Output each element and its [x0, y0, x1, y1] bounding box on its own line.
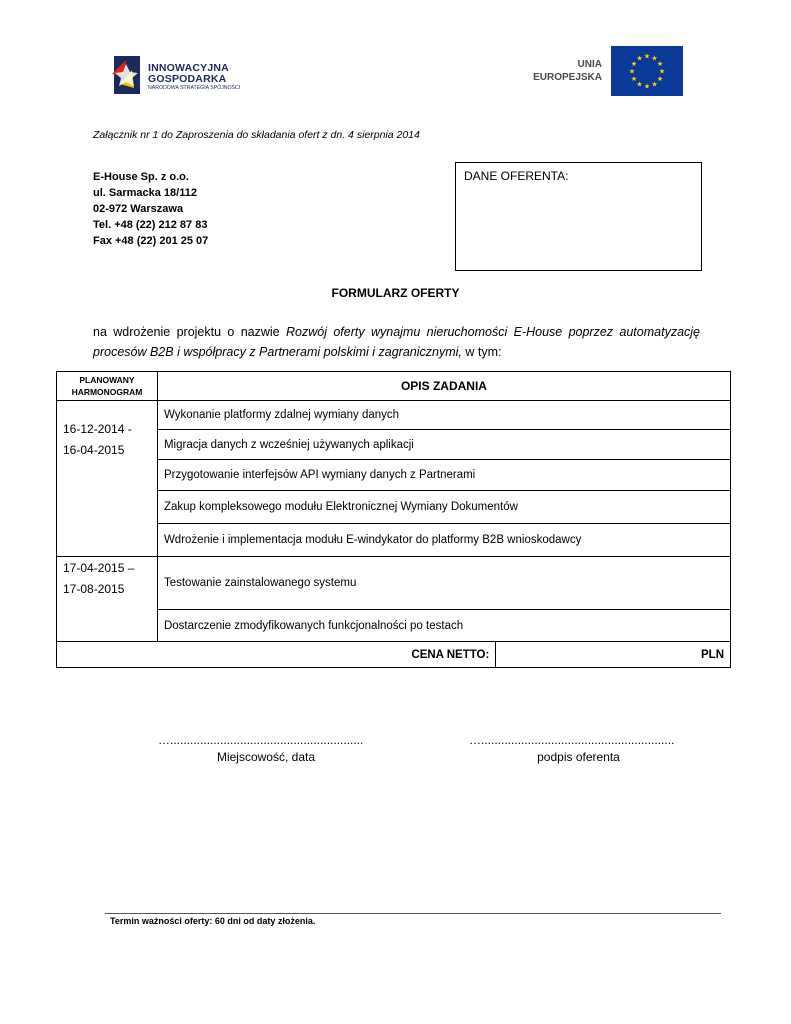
place-date-label: Miejscowość, data	[216, 750, 316, 764]
eu-text-line-1: UNIA	[577, 59, 602, 70]
table-header-row	[57, 372, 731, 401]
bidder-data-label: DANE OFERENTA:	[464, 169, 569, 183]
eu-star-icon: ★	[628, 68, 636, 76]
table-row	[57, 401, 731, 430]
task-cell: Migracja danych z wcześniej używanych aplikacji	[157, 430, 730, 460]
table-row	[57, 557, 731, 610]
task-cell: Wdrożenie i implementacja modułu E-windykator do platformy B2B wnioskodawcy	[157, 524, 730, 557]
company-phone: Tel. +48 (22) 212 87 83	[93, 219, 208, 231]
eu-star-icon: ★	[651, 81, 658, 89]
task-cell: Wykonanie platformy zdalnej wymiany danych	[157, 401, 730, 430]
signature-label: podpis oferenta	[537, 750, 620, 764]
table-row	[57, 524, 731, 557]
intro-prefix: na wdrożenie projektu o nazwie	[93, 325, 286, 339]
intro-suffix: w tym:	[461, 345, 502, 359]
project-name: Rozwój oferty wynajmu nieruchomości E-House poprzez automatyzację procesów B2B i współpracy z Partnerami polskimi i zagranicznymi,	[93, 325, 700, 359]
eu-star-icon: ★	[658, 68, 666, 76]
logo-line-1: INNOWACYJNA	[148, 62, 229, 74]
footer-divider	[105, 913, 721, 914]
logo-line-3: NARODOWA STRATEGIA SPÓJNOŚCI	[148, 85, 241, 91]
currency-label: PLN	[701, 648, 724, 661]
company-city: 02-972 Warszawa	[93, 203, 184, 215]
eu-star-icon: ★	[643, 83, 651, 91]
task-cell: Przygotowanie interfejsów API wymiany danych z Partnerami	[157, 460, 730, 491]
schedule-header-line-1: PLANOWANY	[79, 375, 135, 385]
period-2-start: 17-04-2015 –	[63, 561, 135, 575]
schedule-period-2	[57, 557, 158, 642]
eu-star-icon: ★	[656, 76, 664, 83]
eu-star-icon: ★	[636, 81, 643, 89]
table-row	[57, 430, 731, 460]
table-row	[57, 491, 731, 524]
schedule-header-line-2: HARMONOGRAM	[71, 387, 143, 397]
bidder-data-box[interactable]	[455, 162, 702, 271]
eu-star-icon: ★	[651, 55, 658, 63]
table-row	[57, 610, 731, 642]
eu-star-icon: ★	[643, 53, 651, 61]
eu-star-icon: ★	[630, 61, 638, 68]
company-fax: Fax +48 (22) 201 25 07	[93, 235, 209, 247]
offer-validity-note: Termin ważności oferty: 60 dni od daty złożenia.	[110, 916, 316, 926]
eu-star-icon: ★	[656, 61, 664, 68]
task-cell: Testowanie zainstalowanego systemu	[157, 557, 730, 610]
unia-europejska-logo	[533, 46, 686, 96]
price-row	[57, 642, 731, 668]
eu-flag-icon	[611, 46, 683, 96]
task-cell: Zakup kompleksowego modułu Elektronicznej Wymiany Dokumentów	[157, 491, 730, 524]
net-price-label: CENA NETTO:	[57, 642, 496, 668]
table-row	[57, 460, 731, 491]
company-name: E-House Sp. z o.o.	[93, 171, 189, 183]
eu-text-line-2: EUROPEJSKA	[533, 72, 602, 83]
place-date-dotted-line[interactable]: …..........................................................	[158, 733, 364, 747]
task-schedule-table	[56, 371, 731, 668]
company-street: ul. Sarmacka 18/112	[93, 187, 197, 199]
task-cell: Dostarczenie zmodyfikowanych funkcjonalności po testach	[157, 610, 730, 642]
signature-dotted-line[interactable]: …..........................................................	[469, 733, 675, 747]
intro-paragraph	[93, 322, 700, 362]
period-1-end: 16-04-2015	[63, 443, 125, 457]
task-description-header: OPIS ZADANIA	[157, 372, 730, 401]
company-address-block	[93, 169, 208, 249]
eu-star-icon: ★	[630, 76, 638, 83]
eu-star-icon: ★	[636, 55, 643, 63]
annex-reference: Załącznik nr 1 do Zaproszenia do składania ofert z dn. 4 sierpnia 2014	[93, 129, 420, 141]
schedule-header	[57, 372, 158, 401]
logo-line-2: GOSPODARKA	[148, 73, 227, 85]
innowacyjna-gospodarka-emblem-icon	[110, 54, 144, 98]
net-price-field[interactable]	[496, 642, 731, 668]
period-1-start: 16-12-2014 -	[63, 422, 132, 436]
period-2-end: 17-08-2015	[63, 582, 125, 596]
form-title: FORMULARZ OFERTY	[331, 286, 460, 300]
schedule-period-1	[57, 401, 158, 557]
innowacyjna-gospodarka-logo	[110, 54, 250, 98]
